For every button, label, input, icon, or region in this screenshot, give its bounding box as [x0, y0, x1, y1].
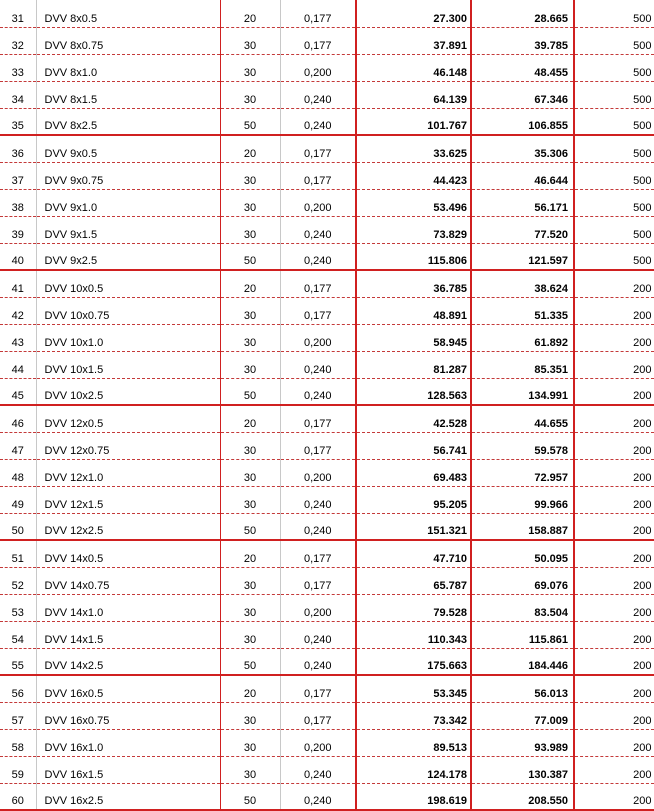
cell-quantity-a[interactable]: 30 [220, 486, 280, 513]
cell-weight[interactable]: 0,240 [280, 783, 356, 810]
table-row [0, 567, 654, 594]
cell-pack-qty[interactable]: 500 [574, 162, 654, 189]
cell-weight[interactable]: 0,177 [280, 405, 356, 432]
cell-price-1[interactable]: 37.891 [356, 27, 471, 54]
cell-quantity-a[interactable]: 30 [220, 567, 280, 594]
cell-weight[interactable]: 0,177 [280, 540, 356, 567]
cell-product-name[interactable]: DVV 10x2.5 [36, 378, 220, 405]
cell-price-2[interactable]: 121.597 [471, 243, 574, 270]
cell-weight[interactable]: 0,240 [280, 621, 356, 648]
cell-price-1[interactable]: 101.767 [356, 108, 471, 135]
cell-row-number[interactable]: 60 [0, 783, 36, 810]
cell-price-1[interactable]: 47.710 [356, 540, 471, 567]
cell-row-number[interactable]: 55 [0, 648, 36, 675]
cell-price-1[interactable]: 27.300 [356, 0, 471, 27]
cell-pack-qty[interactable]: 500 [574, 189, 654, 216]
cell-price-1[interactable]: 73.829 [356, 216, 471, 243]
cell-weight[interactable]: 0,200 [280, 54, 356, 81]
cell-row-number[interactable]: 31 [0, 0, 36, 27]
cell-price-2[interactable]: 61.892 [471, 324, 574, 351]
cell-price-2[interactable]: 38.624 [471, 270, 574, 297]
cell-pack-qty[interactable]: 200 [574, 513, 654, 540]
table-row [0, 54, 654, 81]
table-row [0, 135, 654, 162]
table-row [0, 459, 654, 486]
cell-quantity-a[interactable]: 20 [220, 405, 280, 432]
cell-quantity-a[interactable]: 30 [220, 594, 280, 621]
cell-row-number[interactable]: 52 [0, 567, 36, 594]
cell-price-1[interactable]: 58.945 [356, 324, 471, 351]
cell-weight[interactable]: 0,240 [280, 756, 356, 783]
cell-pack-qty[interactable]: 200 [574, 540, 654, 567]
cell-price-2[interactable]: 134.991 [471, 378, 574, 405]
cell-product-name[interactable]: DVV 14x2.5 [36, 648, 220, 675]
cell-price-2[interactable]: 56.171 [471, 189, 574, 216]
cell-product-name[interactable]: DVV 16x2.5 [36, 783, 220, 810]
cell-weight[interactable]: 0,200 [280, 729, 356, 756]
table-row [0, 729, 654, 756]
cell-product-name[interactable]: DVV 10x1.5 [36, 351, 220, 378]
cell-quantity-a[interactable]: 50 [220, 513, 280, 540]
cell-product-name[interactable]: DVV 8x0.75 [36, 27, 220, 54]
cell-row-number[interactable]: 40 [0, 243, 36, 270]
cell-quantity-a[interactable]: 30 [220, 729, 280, 756]
cell-weight[interactable]: 0,240 [280, 108, 356, 135]
cell-price-2[interactable]: 48.455 [471, 54, 574, 81]
cell-row-number[interactable]: 59 [0, 756, 36, 783]
cell-row-number[interactable]: 46 [0, 405, 36, 432]
cell-product-name[interactable]: DVV 9x1.0 [36, 189, 220, 216]
cell-price-2[interactable]: 85.351 [471, 351, 574, 378]
cell-price-1[interactable]: 69.483 [356, 459, 471, 486]
cell-weight[interactable]: 0,177 [280, 270, 356, 297]
table-row [0, 756, 654, 783]
cell-pack-qty[interactable]: 200 [574, 270, 654, 297]
cell-product-name[interactable]: DVV 12x2.5 [36, 513, 220, 540]
cell-quantity-a[interactable]: 50 [220, 243, 280, 270]
cell-price-2[interactable]: 130.387 [471, 756, 574, 783]
cell-quantity-a[interactable]: 30 [220, 702, 280, 729]
cell-product-name[interactable]: DVV 9x0.5 [36, 135, 220, 162]
cell-quantity-a[interactable]: 50 [220, 783, 280, 810]
cell-row-number[interactable]: 57 [0, 702, 36, 729]
cell-weight[interactable]: 0,200 [280, 594, 356, 621]
cell-price-1[interactable]: 175.663 [356, 648, 471, 675]
cell-pack-qty[interactable]: 200 [574, 351, 654, 378]
cell-row-number[interactable]: 56 [0, 675, 36, 702]
cell-pack-qty[interactable]: 500 [574, 0, 654, 27]
table-row [0, 108, 654, 135]
cell-weight[interactable]: 0,177 [280, 135, 356, 162]
cell-weight[interactable]: 0,240 [280, 513, 356, 540]
table-row [0, 702, 654, 729]
cell-product-name[interactable]: DVV 14x0.75 [36, 567, 220, 594]
cell-pack-qty[interactable]: 200 [574, 459, 654, 486]
cell-weight[interactable]: 0,177 [280, 702, 356, 729]
cell-product-name[interactable]: DVV 12x1.0 [36, 459, 220, 486]
cell-product-name[interactable]: DVV 9x0.75 [36, 162, 220, 189]
cell-pack-qty[interactable]: 500 [574, 108, 654, 135]
cell-row-number[interactable]: 34 [0, 81, 36, 108]
cell-row-number[interactable]: 39 [0, 216, 36, 243]
cell-pack-qty[interactable]: 500 [574, 243, 654, 270]
cell-quantity-a[interactable]: 50 [220, 378, 280, 405]
cell-quantity-a[interactable]: 30 [220, 54, 280, 81]
cell-pack-qty[interactable]: 500 [574, 54, 654, 81]
cell-price-2[interactable]: 56.013 [471, 675, 574, 702]
cell-price-2[interactable]: 184.446 [471, 648, 574, 675]
cell-product-name[interactable]: DVV 16x1.0 [36, 729, 220, 756]
cell-weight[interactable]: 0,240 [280, 648, 356, 675]
table-row [0, 189, 654, 216]
table-row [0, 513, 654, 540]
cell-weight[interactable]: 0,240 [280, 81, 356, 108]
cell-price-2[interactable]: 35.306 [471, 135, 574, 162]
table-row [0, 81, 654, 108]
cell-product-name[interactable]: DVV 16x1.5 [36, 756, 220, 783]
cell-price-1[interactable]: 151.321 [356, 513, 471, 540]
cell-price-2[interactable]: 83.504 [471, 594, 574, 621]
cell-weight[interactable]: 0,200 [280, 459, 356, 486]
cell-pack-qty[interactable]: 200 [574, 486, 654, 513]
cell-pack-qty[interactable]: 500 [574, 27, 654, 54]
table-row [0, 540, 654, 567]
cell-pack-qty[interactable]: 200 [574, 648, 654, 675]
cell-price-1[interactable]: 48.891 [356, 297, 471, 324]
cell-weight[interactable]: 0,177 [280, 297, 356, 324]
cell-price-2[interactable]: 39.785 [471, 27, 574, 54]
cell-pack-qty[interactable]: 200 [574, 297, 654, 324]
cell-product-name[interactable]: DVV 12x0.5 [36, 405, 220, 432]
cell-price-2[interactable]: 44.655 [471, 405, 574, 432]
cell-price-1[interactable]: 44.423 [356, 162, 471, 189]
cell-pack-qty[interactable]: 200 [574, 567, 654, 594]
cell-quantity-a[interactable]: 30 [220, 189, 280, 216]
cell-price-1[interactable]: 115.806 [356, 243, 471, 270]
cell-weight[interactable]: 0,240 [280, 216, 356, 243]
cell-product-name[interactable]: DVV 10x1.0 [36, 324, 220, 351]
table-row [0, 162, 654, 189]
cell-product-name[interactable]: DVV 12x0.75 [36, 432, 220, 459]
cell-price-1[interactable]: 73.342 [356, 702, 471, 729]
cell-price-2[interactable]: 77.520 [471, 216, 574, 243]
table-row [0, 648, 654, 675]
cell-row-number[interactable]: 50 [0, 513, 36, 540]
cell-price-1[interactable]: 110.343 [356, 621, 471, 648]
cell-quantity-a[interactable]: 30 [220, 297, 280, 324]
cell-price-2[interactable]: 99.966 [471, 486, 574, 513]
cell-quantity-a[interactable]: 30 [220, 432, 280, 459]
cell-price-1[interactable]: 33.625 [356, 135, 471, 162]
cell-product-name[interactable]: DVV 14x0.5 [36, 540, 220, 567]
cell-price-1[interactable]: 36.785 [356, 270, 471, 297]
cell-price-1[interactable]: 53.345 [356, 675, 471, 702]
table-row [0, 216, 654, 243]
cell-pack-qty[interactable]: 200 [574, 378, 654, 405]
cell-product-name[interactable]: DVV 10x0.75 [36, 297, 220, 324]
cell-price-2[interactable]: 72.957 [471, 459, 574, 486]
cell-row-number[interactable]: 53 [0, 594, 36, 621]
cell-pack-qty[interactable]: 200 [574, 729, 654, 756]
cell-product-name[interactable]: DVV 9x2.5 [36, 243, 220, 270]
cell-row-number[interactable]: 43 [0, 324, 36, 351]
cell-row-number[interactable]: 38 [0, 189, 36, 216]
cell-row-number[interactable]: 41 [0, 270, 36, 297]
cell-product-name[interactable]: DVV 8x2.5 [36, 108, 220, 135]
cell-quantity-a[interactable]: 30 [220, 351, 280, 378]
cell-weight[interactable]: 0,240 [280, 351, 356, 378]
cell-pack-qty[interactable]: 200 [574, 756, 654, 783]
cell-weight[interactable]: 0,240 [280, 486, 356, 513]
table-row [0, 378, 654, 405]
cell-price-1[interactable]: 42.528 [356, 405, 471, 432]
cell-pack-qty[interactable]: 500 [574, 216, 654, 243]
cell-row-number[interactable]: 35 [0, 108, 36, 135]
cell-price-2[interactable]: 93.989 [471, 729, 574, 756]
cell-price-2[interactable]: 158.887 [471, 513, 574, 540]
table-row [0, 675, 654, 702]
cell-price-2[interactable]: 77.009 [471, 702, 574, 729]
cell-quantity-a[interactable]: 30 [220, 27, 280, 54]
cell-price-1[interactable]: 56.741 [356, 432, 471, 459]
cell-pack-qty[interactable]: 200 [574, 702, 654, 729]
cell-product-name[interactable]: DVV 8x0.5 [36, 0, 220, 27]
cell-pack-qty[interactable]: 500 [574, 81, 654, 108]
cell-weight[interactable]: 0,177 [280, 0, 356, 27]
cell-quantity-a[interactable]: 30 [220, 81, 280, 108]
table-row [0, 621, 654, 648]
cell-price-1[interactable]: 95.205 [356, 486, 471, 513]
table-row [0, 432, 654, 459]
cell-quantity-a[interactable]: 30 [220, 216, 280, 243]
cell-pack-qty[interactable]: 200 [574, 675, 654, 702]
cell-row-number[interactable]: 49 [0, 486, 36, 513]
table-row [0, 351, 654, 378]
cell-weight[interactable]: 0,177 [280, 675, 356, 702]
cell-price-2[interactable]: 46.644 [471, 162, 574, 189]
cell-weight[interactable]: 0,200 [280, 189, 356, 216]
cell-product-name[interactable]: DVV 8x1.0 [36, 54, 220, 81]
cell-row-number[interactable]: 42 [0, 297, 36, 324]
cell-weight[interactable]: 0,200 [280, 324, 356, 351]
table-row [0, 297, 654, 324]
cell-price-1[interactable]: 65.787 [356, 567, 471, 594]
cell-product-name[interactable]: DVV 8x1.5 [36, 81, 220, 108]
cell-row-number[interactable]: 51 [0, 540, 36, 567]
cell-product-name[interactable]: DVV 16x0.75 [36, 702, 220, 729]
cell-quantity-a[interactable]: 20 [220, 0, 280, 27]
cell-pack-qty[interactable]: 200 [574, 432, 654, 459]
cell-weight[interactable]: 0,177 [280, 27, 356, 54]
cell-quantity-a[interactable]: 30 [220, 621, 280, 648]
cell-price-1[interactable]: 81.287 [356, 351, 471, 378]
table-row [0, 783, 654, 810]
cell-quantity-a[interactable]: 20 [220, 270, 280, 297]
cell-product-name[interactable]: DVV 10x0.5 [36, 270, 220, 297]
cell-weight[interactable]: 0,177 [280, 567, 356, 594]
cell-row-number[interactable]: 32 [0, 27, 36, 54]
cell-row-number[interactable]: 33 [0, 54, 36, 81]
table-row [0, 270, 654, 297]
table-row [0, 243, 654, 270]
cell-quantity-a[interactable]: 20 [220, 540, 280, 567]
cell-row-number[interactable]: 48 [0, 459, 36, 486]
cell-product-name[interactable]: DVV 12x1.5 [36, 486, 220, 513]
cell-row-number[interactable]: 36 [0, 135, 36, 162]
cell-price-1[interactable]: 79.528 [356, 594, 471, 621]
cell-weight[interactable]: 0,240 [280, 378, 356, 405]
table-row [0, 324, 654, 351]
cell-pack-qty[interactable]: 200 [574, 405, 654, 432]
cell-price-2[interactable]: 28.665 [471, 0, 574, 27]
cell-pack-qty[interactable]: 200 [574, 594, 654, 621]
table-row [0, 27, 654, 54]
cell-quantity-a[interactable]: 50 [220, 648, 280, 675]
cell-price-1[interactable]: 89.513 [356, 729, 471, 756]
cell-quantity-a[interactable]: 30 [220, 162, 280, 189]
cell-price-2[interactable]: 69.076 [471, 567, 574, 594]
cell-row-number[interactable]: 44 [0, 351, 36, 378]
cell-quantity-a[interactable]: 30 [220, 459, 280, 486]
cell-price-2[interactable]: 115.861 [471, 621, 574, 648]
cell-price-1[interactable]: 64.139 [356, 81, 471, 108]
table-row [0, 405, 654, 432]
cell-row-number[interactable]: 58 [0, 729, 36, 756]
cell-price-2[interactable]: 208.550 [471, 783, 574, 810]
cell-weight[interactable]: 0,177 [280, 162, 356, 189]
cell-price-1[interactable]: 53.496 [356, 189, 471, 216]
cell-pack-qty[interactable]: 200 [574, 324, 654, 351]
cell-product-name[interactable]: DVV 14x1.0 [36, 594, 220, 621]
table-row [0, 594, 654, 621]
cell-quantity-a[interactable]: 20 [220, 675, 280, 702]
cell-pack-qty[interactable]: 500 [574, 135, 654, 162]
cell-pack-qty[interactable]: 200 [574, 783, 654, 810]
cell-quantity-a[interactable]: 30 [220, 324, 280, 351]
cell-quantity-a[interactable]: 30 [220, 756, 280, 783]
cell-product-name[interactable]: DVV 14x1.5 [36, 621, 220, 648]
cell-price-1[interactable]: 124.178 [356, 756, 471, 783]
cell-quantity-a[interactable]: 50 [220, 108, 280, 135]
cell-row-number[interactable]: 45 [0, 378, 36, 405]
cell-price-1[interactable]: 198.619 [356, 783, 471, 810]
cell-weight[interactable]: 0,240 [280, 243, 356, 270]
cell-price-1[interactable]: 128.563 [356, 378, 471, 405]
cell-product-name[interactable]: DVV 16x0.5 [36, 675, 220, 702]
cell-quantity-a[interactable]: 20 [220, 135, 280, 162]
cell-price-2[interactable]: 50.095 [471, 540, 574, 567]
cell-price-2[interactable]: 59.578 [471, 432, 574, 459]
cell-row-number[interactable]: 47 [0, 432, 36, 459]
cell-row-number[interactable]: 54 [0, 621, 36, 648]
table-row [0, 0, 654, 27]
cell-product-name[interactable]: DVV 9x1.5 [36, 216, 220, 243]
cell-price-1[interactable]: 46.148 [356, 54, 471, 81]
cell-price-2[interactable]: 51.335 [471, 297, 574, 324]
cell-price-2[interactable]: 106.855 [471, 108, 574, 135]
cell-pack-qty[interactable]: 200 [574, 621, 654, 648]
cell-row-number[interactable]: 37 [0, 162, 36, 189]
table-row [0, 486, 654, 513]
cell-weight[interactable]: 0,177 [280, 432, 356, 459]
cell-price-2[interactable]: 67.346 [471, 81, 574, 108]
